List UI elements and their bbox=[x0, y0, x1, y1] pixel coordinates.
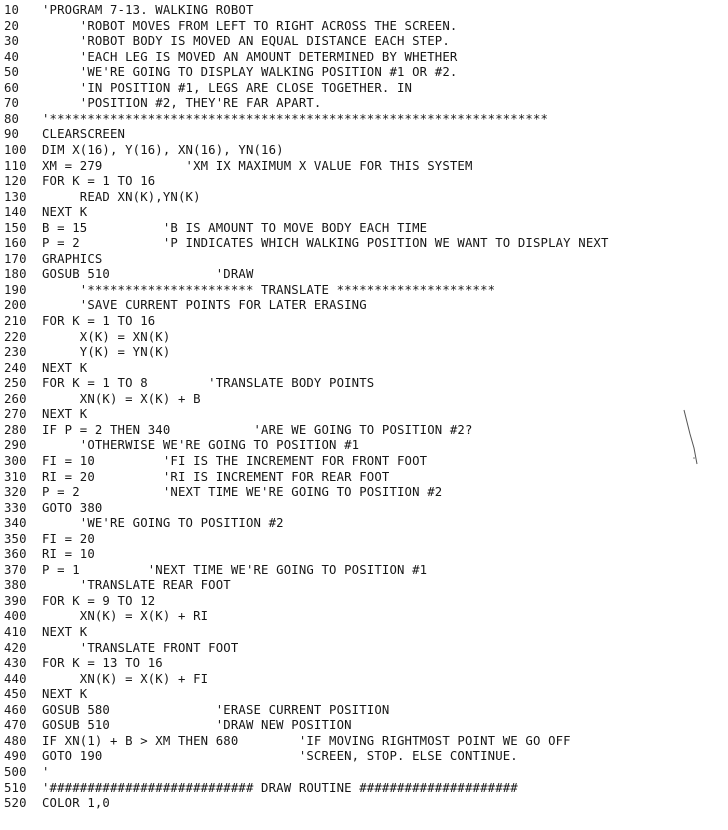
code-text: IF XN(1) + B > XM THEN 680 'IF MOVING RIGHTMOST POINT WE GO OFF bbox=[42, 733, 571, 748]
scan-artifact-mark bbox=[680, 408, 710, 468]
code-line bbox=[4, 453, 427, 470]
code-text: 'PROGRAM 7-13. WALKING ROBOT bbox=[42, 3, 254, 17]
line-number: 80 bbox=[4, 111, 20, 126]
code-line bbox=[4, 158, 473, 175]
line-number: 10 bbox=[4, 3, 20, 17]
line-number: 100 bbox=[4, 142, 27, 157]
code-line bbox=[4, 500, 102, 517]
code-line bbox=[4, 640, 238, 657]
code-text: 'IN POSITION #1, LEGS ARE CLOSE TOGETHER. IN bbox=[42, 80, 413, 95]
code-line bbox=[4, 546, 95, 563]
line-number: 420 bbox=[4, 640, 27, 655]
code-text: Y(K) = YN(K) bbox=[42, 345, 171, 360]
code-line bbox=[4, 577, 231, 594]
code-text: IF P = 2 THEN 340 'ARE WE GOING TO POSITION #2? bbox=[42, 422, 473, 437]
code-line bbox=[4, 702, 389, 719]
line-number: 210 bbox=[4, 314, 27, 328]
code-text: GOTO 190 'SCREEN, STOP. ELSE CONTINUE. bbox=[42, 749, 518, 764]
line-number: 140 bbox=[4, 205, 27, 220]
code-line bbox=[4, 795, 110, 812]
code-line bbox=[4, 764, 50, 781]
code-line bbox=[4, 717, 352, 734]
code-text: FI = 10 'FI IS THE INCREMENT FOR FRONT FOOT bbox=[42, 453, 428, 468]
code-text: 'SAVE CURRENT POINTS FOR LATER ERASING bbox=[42, 298, 367, 313]
code-line bbox=[4, 360, 87, 377]
code-line bbox=[4, 126, 125, 143]
line-number: 110 bbox=[4, 158, 27, 173]
code-text: FOR K = 1 TO 16 bbox=[42, 174, 156, 189]
line-number: 20 bbox=[4, 18, 20, 33]
code-line bbox=[4, 204, 87, 221]
line-number: 170 bbox=[4, 251, 27, 266]
code-text: '****************************************************************** bbox=[42, 111, 549, 126]
line-number: 40 bbox=[4, 49, 20, 64]
code-text: FOR K = 1 TO 8 'TRANSLATE BODY POINTS bbox=[42, 376, 375, 391]
line-number: 350 bbox=[4, 531, 27, 546]
code-text: FOR K = 1 TO 16 bbox=[42, 314, 156, 328]
code-line bbox=[4, 375, 374, 392]
line-number: 260 bbox=[4, 391, 27, 406]
line-number: 50 bbox=[4, 65, 20, 80]
code-text: GOSUB 510 'DRAW NEW POSITION bbox=[42, 718, 352, 733]
code-text: CLEARSCREEN bbox=[42, 127, 126, 142]
code-text: XN(K) = X(K) + B bbox=[42, 391, 201, 406]
line-number: 120 bbox=[4, 174, 27, 189]
line-number: 440 bbox=[4, 671, 27, 686]
code-text: '********************** TRANSLATE ********************* bbox=[42, 282, 496, 297]
code-text: READ XN(K),YN(K) bbox=[42, 189, 201, 204]
code-text: 'TRANSLATE FRONT FOOT bbox=[42, 640, 239, 655]
code-line bbox=[4, 251, 102, 268]
line-number: 480 bbox=[4, 733, 27, 748]
line-number: 220 bbox=[4, 329, 27, 344]
code-text: FOR K = 13 TO 16 bbox=[42, 656, 163, 671]
code-line bbox=[4, 80, 412, 97]
line-number: 30 bbox=[4, 34, 20, 49]
code-line bbox=[4, 515, 284, 532]
line-number: 310 bbox=[4, 469, 27, 484]
code-line bbox=[4, 593, 155, 610]
line-number: 190 bbox=[4, 282, 27, 297]
code-line bbox=[4, 49, 457, 66]
code-text: FOR K = 9 TO 12 bbox=[42, 593, 156, 608]
code-text: GOSUB 510 'DRAW bbox=[42, 267, 254, 282]
line-number: 460 bbox=[4, 702, 27, 717]
code-text: NEXT K bbox=[42, 205, 88, 220]
code-line bbox=[4, 655, 163, 672]
code-line bbox=[4, 733, 571, 750]
line-number: 300 bbox=[4, 453, 27, 468]
line-number: 450 bbox=[4, 687, 27, 702]
line-number: 90 bbox=[4, 127, 20, 142]
code-text: XN(K) = X(K) + FI bbox=[42, 671, 209, 686]
line-number: 470 bbox=[4, 718, 27, 733]
line-number: 230 bbox=[4, 345, 27, 360]
code-text: XM = 279 'XM IX MAXIMUM X VALUE FOR THIS SYSTEM bbox=[42, 158, 473, 173]
line-number: 240 bbox=[4, 360, 27, 375]
code-text: RI = 10 bbox=[42, 547, 95, 562]
code-text: 'WE'RE GOING TO DISPLAY WALKING POSITION #1 OR #2. bbox=[42, 65, 458, 80]
code-line bbox=[4, 33, 450, 50]
line-number: 510 bbox=[4, 780, 27, 795]
code-text: FI = 20 bbox=[42, 531, 95, 546]
code-line bbox=[4, 748, 518, 765]
line-number: 150 bbox=[4, 220, 27, 235]
code-line bbox=[4, 282, 495, 299]
code-line bbox=[4, 64, 457, 81]
code-line bbox=[4, 173, 155, 190]
code-line bbox=[4, 2, 254, 19]
code-text: 'OTHERWISE WE'RE GOING TO POSITION #1 bbox=[42, 438, 360, 453]
line-number: 280 bbox=[4, 422, 27, 437]
code-line bbox=[4, 406, 87, 423]
code-text: P = 2 'NEXT TIME WE'RE GOING TO POSITION #2 bbox=[42, 485, 443, 500]
code-text: ' bbox=[42, 764, 50, 779]
code-text: NEXT K bbox=[42, 360, 88, 375]
line-number: 180 bbox=[4, 267, 27, 282]
code-text: XN(K) = X(K) + RI bbox=[42, 609, 209, 624]
code-line bbox=[4, 671, 208, 688]
code-text: P = 2 'P INDICATES WHICH WALKING POSITION WE WANT TO DISPLAY NEXT bbox=[42, 236, 609, 251]
line-number: 270 bbox=[4, 407, 27, 422]
line-number: 320 bbox=[4, 485, 27, 500]
code-text: X(K) = XN(K) bbox=[42, 329, 171, 344]
code-text: NEXT K bbox=[42, 687, 88, 702]
code-line bbox=[4, 422, 473, 439]
line-number: 290 bbox=[4, 438, 27, 453]
code-text: 'TRANSLATE REAR FOOT bbox=[42, 578, 231, 593]
code-text: '########################### DRAW ROUTINE ##################### bbox=[42, 780, 518, 795]
code-line bbox=[4, 391, 201, 408]
code-line bbox=[4, 437, 359, 454]
code-text: RI = 20 'RI IS INCREMENT FOR REAR FOOT bbox=[42, 469, 390, 484]
code-line bbox=[4, 313, 155, 330]
code-line bbox=[4, 608, 208, 625]
code-line bbox=[4, 469, 389, 486]
code-line bbox=[4, 780, 518, 797]
code-line bbox=[4, 142, 284, 159]
code-line bbox=[4, 484, 442, 501]
code-line bbox=[4, 95, 321, 112]
code-text: 'ROBOT BODY IS MOVED AN EQUAL DISTANCE EACH STEP. bbox=[42, 34, 450, 49]
line-number: 330 bbox=[4, 500, 27, 515]
line-number: 130 bbox=[4, 189, 27, 204]
code-text: P = 1 'NEXT TIME WE'RE GOING TO POSITION #1 bbox=[42, 562, 428, 577]
line-number: 160 bbox=[4, 236, 27, 251]
line-number: 200 bbox=[4, 298, 27, 313]
code-text: COLOR 1,0 bbox=[42, 796, 110, 811]
code-text: 'POSITION #2, THEY'RE FAR APART. bbox=[42, 96, 322, 111]
line-number: 410 bbox=[4, 625, 27, 639]
code-line bbox=[4, 235, 609, 252]
line-number: 520 bbox=[4, 796, 27, 811]
line-number: 500 bbox=[4, 764, 27, 779]
line-number: 340 bbox=[4, 516, 27, 531]
line-number: 490 bbox=[4, 749, 27, 764]
code-text: NEXT K bbox=[42, 625, 88, 639]
code-text: GOTO 380 bbox=[42, 500, 103, 515]
code-text: 'WE'RE GOING TO POSITION #2 bbox=[42, 516, 284, 531]
code-line bbox=[4, 111, 548, 128]
code-line bbox=[4, 686, 87, 703]
line-number: 390 bbox=[4, 593, 27, 608]
code-text: 'ROBOT MOVES FROM LEFT TO RIGHT ACROSS THE SCREEN. bbox=[42, 18, 458, 33]
code-text: GRAPHICS bbox=[42, 251, 103, 266]
code-line bbox=[4, 220, 427, 237]
code-line bbox=[4, 562, 427, 579]
code-line bbox=[4, 624, 87, 641]
code-text: GOSUB 580 'ERASE CURRENT POSITION bbox=[42, 702, 390, 717]
code-text: 'EACH LEG IS MOVED AN AMOUNT DETERMINED BY WHETHER bbox=[42, 49, 458, 64]
line-number: 380 bbox=[4, 578, 27, 593]
code-line bbox=[4, 531, 95, 548]
line-number: 370 bbox=[4, 562, 27, 577]
code-line bbox=[4, 189, 201, 206]
code-line bbox=[4, 344, 170, 361]
line-number: 400 bbox=[4, 609, 27, 624]
line-number: 430 bbox=[4, 656, 27, 671]
code-line bbox=[4, 297, 367, 314]
line-number: 60 bbox=[4, 80, 20, 95]
code-text: NEXT K bbox=[42, 407, 88, 422]
code-text: DIM X(16), Y(16), XN(16), YN(16) bbox=[42, 142, 284, 157]
code-line bbox=[4, 266, 254, 283]
code-text: B = 15 'B IS AMOUNT TO MOVE BODY EACH TIME bbox=[42, 220, 428, 235]
code-line bbox=[4, 18, 457, 35]
line-number: 360 bbox=[4, 547, 27, 562]
line-number: 250 bbox=[4, 376, 27, 391]
line-number: 70 bbox=[4, 96, 20, 111]
code-line bbox=[4, 329, 170, 346]
